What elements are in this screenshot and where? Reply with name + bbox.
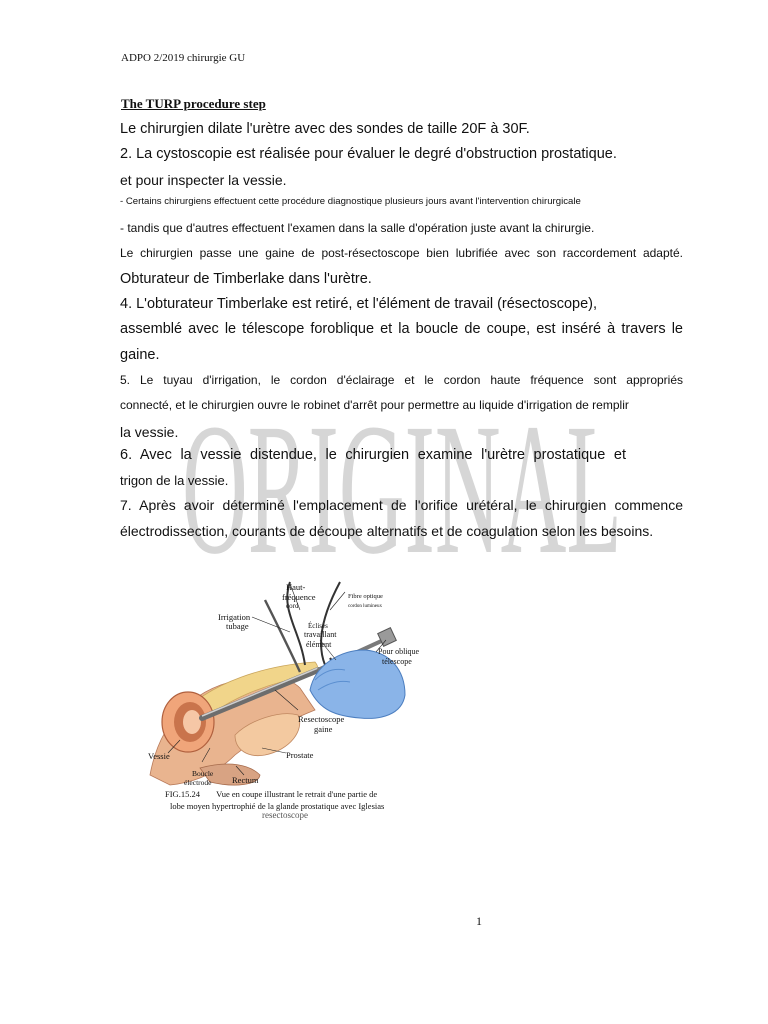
running-header: ADPO 2/2019 chirurgie GU	[121, 52, 246, 64]
body-line: connecté, et le chirurgien ouvre le robinet d'arrêt pour permettre au liquide d'irrigation de remplir	[120, 398, 629, 412]
label-cord: cord	[286, 602, 299, 610]
figure-number: FIG.15.24	[165, 789, 200, 799]
label-telescope: Pour oblique	[378, 647, 420, 656]
label-boucle: Boucle	[192, 769, 214, 778]
body-line: 5. Le tuyau d'irrigation, le cordon d'éclairage et le cordon haute fréquence sont appropriés	[120, 373, 683, 387]
label-rectum: Rectum	[232, 775, 259, 785]
body-line: 7. Après avoir déterminé l'emplacement de l'orifice urétéral, le chirurgien commence	[120, 497, 683, 513]
body-line: - tandis que d'autres effectuent l'examen dans la salle d'opération juste avant la chirurgie.	[120, 221, 595, 235]
label-irrigation: tubage	[226, 621, 249, 631]
label-element: Éclises	[308, 622, 328, 630]
label-vessie: Vessie	[148, 751, 170, 761]
label-boucle: électrode	[184, 778, 212, 787]
label-gaine: Resectoscope	[298, 714, 345, 724]
label-element: travaillant	[304, 630, 337, 639]
label-prostate: Prostate	[286, 750, 314, 760]
label-gaine: gaine	[314, 724, 333, 734]
body-line: - Certains chirurgiens effectuent cette procédure diagnostique plusieurs jours avant l'intervention chirurgicale	[120, 196, 581, 207]
body-line: Le chirurgien passe une gaine de post-résectoscope bien lubrifiée avec son raccordement adapté.	[120, 246, 683, 260]
label-haute-frequence: fréquence	[282, 592, 316, 602]
body-line: Le chirurgien dilate l'urètre avec des sondes de taille 20F à 30F.	[120, 121, 530, 137]
body-line: gaine.	[120, 347, 160, 363]
irrigation-tube	[265, 600, 300, 672]
caption-text: Vue en coupe illustrant le retrait d'une partie de	[216, 789, 378, 799]
label-haute-frequence: Haut-	[286, 582, 306, 592]
bladder-lumen	[183, 710, 201, 734]
figure-caption-line-2: lobe moyen hypertrophié de la glande prostatique avec Iglesias	[170, 801, 385, 811]
original-watermark	[182, 392, 622, 582]
body-line: trigon de la vessie.	[120, 473, 229, 488]
label-element: élément	[306, 640, 332, 649]
label-irrigation: Irrigation	[218, 612, 251, 622]
body-line: électrodissection, courants de découpe alternatifs et de coagulation selon les besoins.	[120, 523, 654, 539]
label-telescope: télescope	[382, 657, 412, 666]
body-line: 6. Avec la vessie distendue, le chirurgien examine l'urètre prostatique et	[120, 447, 626, 463]
page-number: 1	[476, 914, 482, 928]
figure-caption-line-3: resectoscope	[262, 810, 308, 820]
figure-caption-line-1	[165, 789, 377, 799]
watermark-text: ORIGINAL	[182, 392, 622, 582]
label-fibre-optique: Fibre optique	[348, 593, 383, 600]
label-fibre-optique: cordon lumineux	[348, 604, 383, 609]
body-line: la vessie.	[120, 424, 179, 440]
body-line: Obturateur de Timberlake dans l'urètre.	[120, 271, 372, 287]
body-line: 2. La cystoscopie est réalisée pour évaluer le degré d'obstruction prostatique.	[120, 146, 617, 162]
section-title: The TURP procedure step	[121, 96, 266, 111]
resectoscope-figure	[140, 570, 440, 825]
body-line: et pour inspecter la vessie.	[120, 172, 287, 188]
body-line: assemblé avec le télescope foroblique et la boucle de coupe, est inséré à travers le	[120, 321, 683, 337]
body-line: 4. L'obturateur Timberlake est retiré, et l'élément de travail (résectoscope),	[120, 296, 598, 312]
